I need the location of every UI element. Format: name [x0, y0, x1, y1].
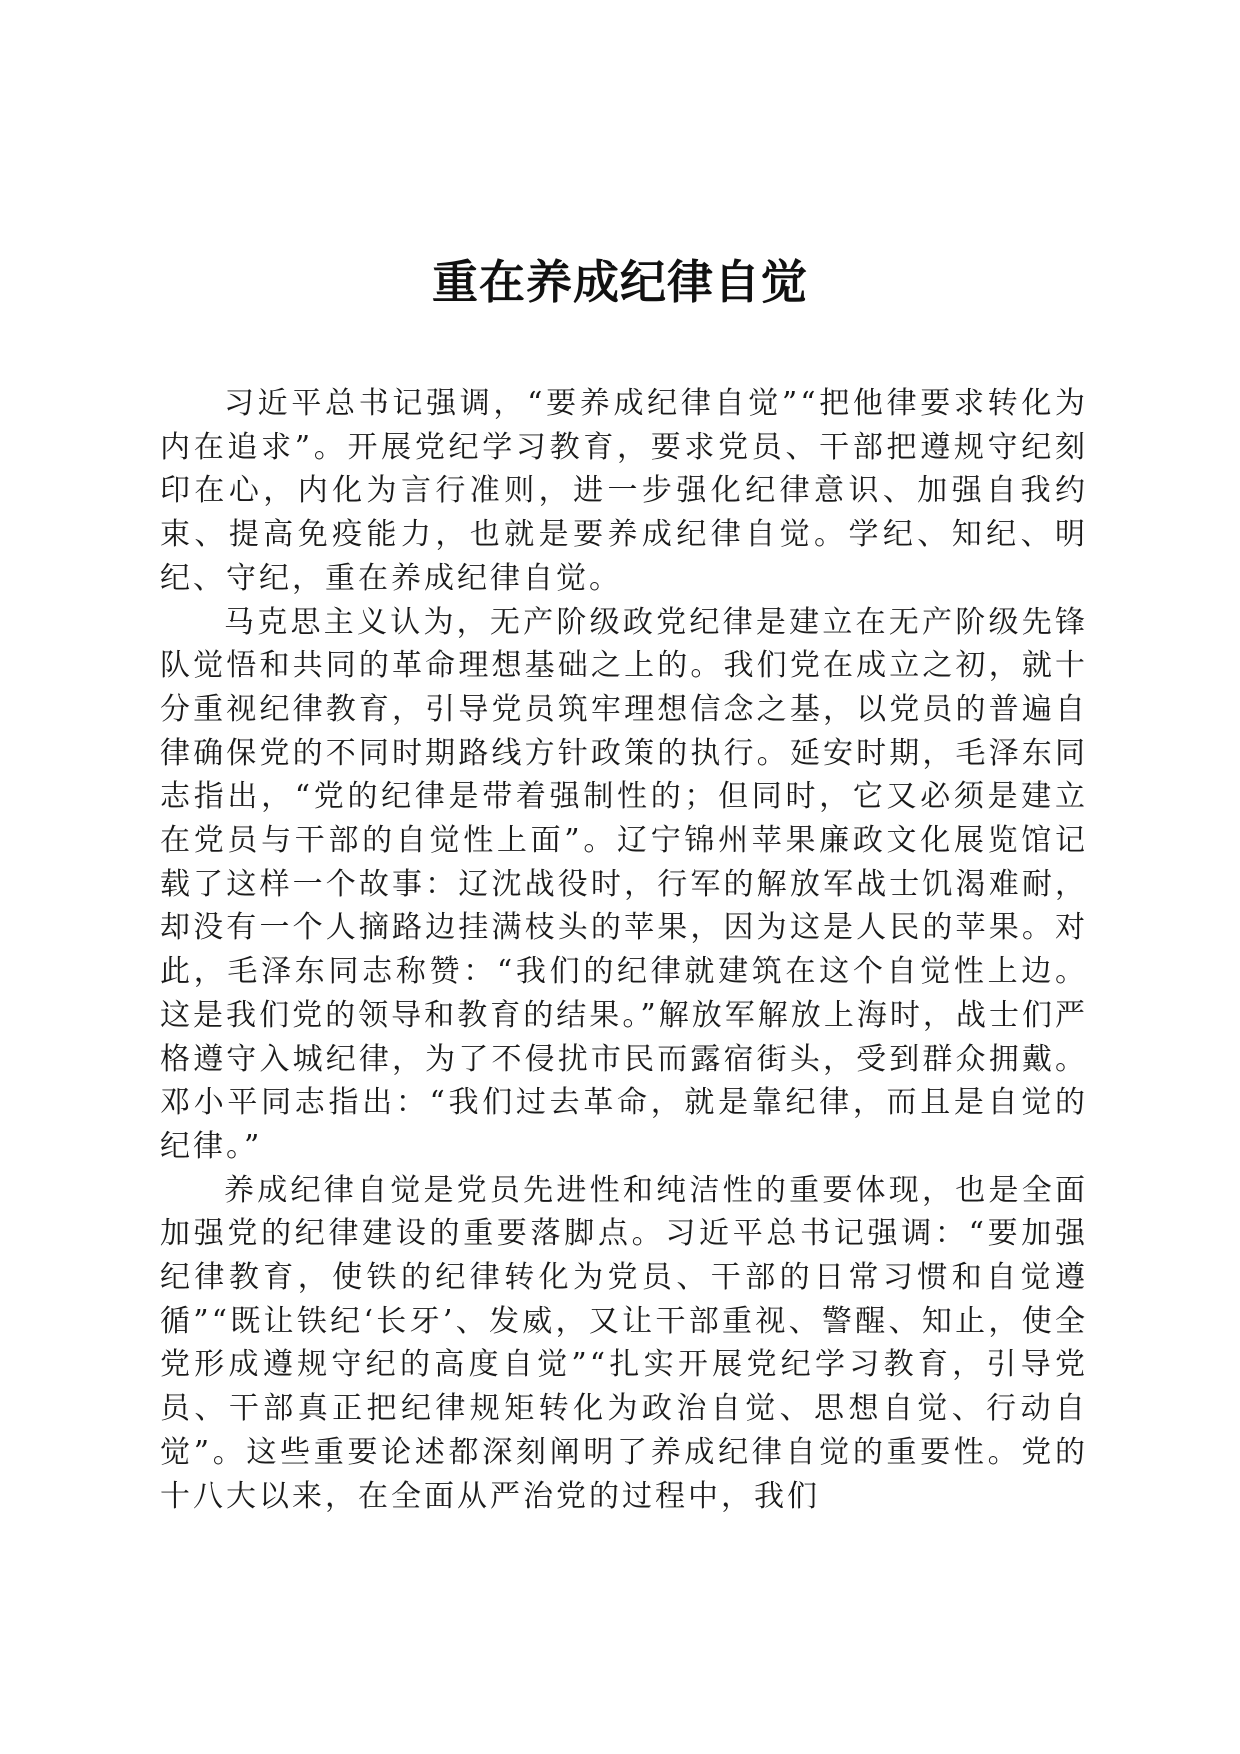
paragraph-1: 习近平总书记强调，“要养成纪律自觉”“把他律要求转化为内在追求”。开展党纪学习教育，要求党员、干部把遵规守纪刻印在心，内化为言行准则，进一步强化纪律意识、加强自我约束、提高免疫能力，也就是要养成纪律自觉。学纪、知纪、明纪、守纪，重在养成纪律自觉。 [160, 386, 1088, 596]
paragraph-3: 养成纪律自觉是党员先进性和纯洁性的重要体现，也是全面加强党的纪律建设的重要落脚点。习近平总书记强调：“要加强纪律教育，使铁的纪律转化为党员、干部的日常习惯和自觉遵循”“既让铁纪‘长牙’、发威，又让干部重视、警醒、知止，使全党形成遵规守纪的高度自觉”“扎实开展党纪学习教育，引导党员、干部真正把纪律规矩转化为政治自觉、思想自觉、行动自觉”。这些重要论述都深刻阐明了养成纪律自觉的重要性。党的十八大以来，在全面从严治党的过程中，我们 [160, 1172, 1088, 1514]
paragraph-2: 马克思主义认为，无产阶级政党纪律是建立在无产阶级先锋队觉悟和共同的革命理想基础之上的。我们党在成立之初，就十分重视纪律教育，引导党员筑牢理想信念之基，以党员的普遍自律确保党的不同时期路线方针政策的执行。延安时期，毛泽东同志指出，“党的纪律是带着强制性的；但同时，它又必须是建立在党员与干部的自觉性上面”。辽宁锦州苹果廉政文化展览馆记载了这样一个故事：辽沈战役时，行军的解放军战士饥渴难耐，却没有一个人摘路边挂满枝头的苹果，因为这是人民的苹果。对此，毛泽东同志称赞：“我们的纪律就建筑在这个自觉性上边。这是我们党的领导和教育的结果。”解放军解放上海时，战士们严格遵守入城纪律，为了不侵扰市民而露宿街头，受到群众拥戴。邓小平同志指出：“我们过去革命，就是靠纪律，而且是自觉的纪律。” [160, 604, 1088, 1164]
document-title: 重在养成纪律自觉 [432, 255, 808, 309]
document-body [160, 382, 1088, 1518]
